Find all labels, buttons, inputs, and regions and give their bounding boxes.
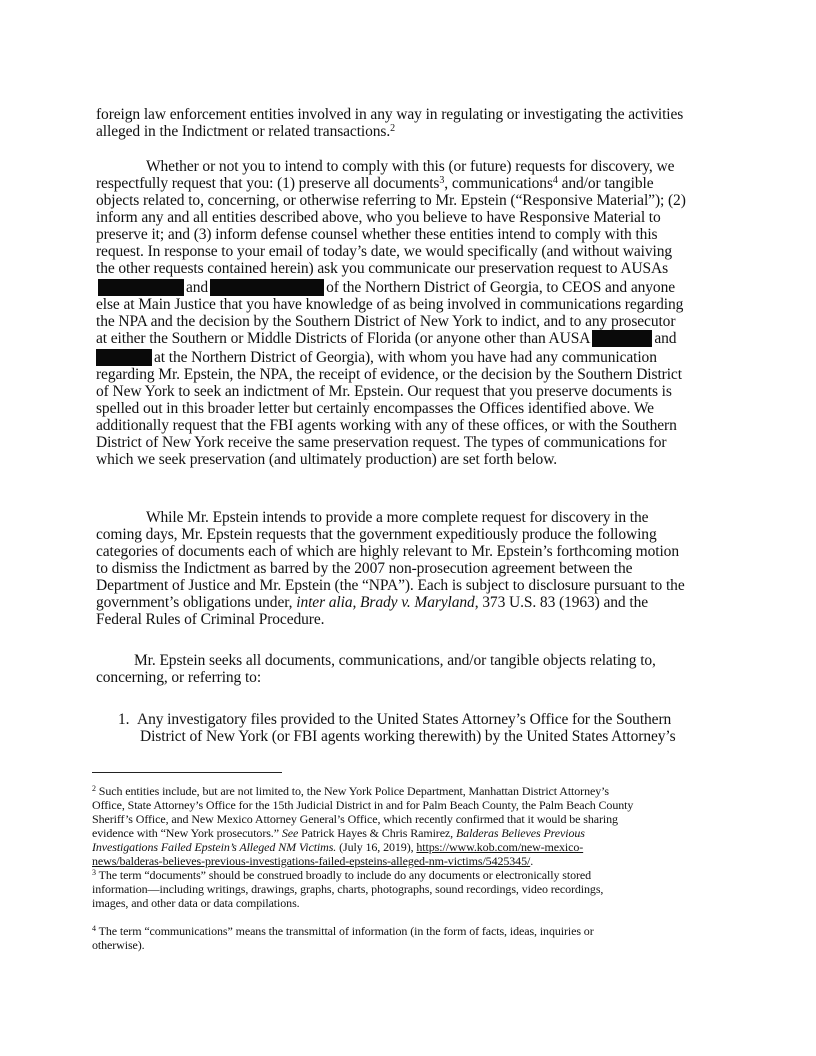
- body-line: foreign law enforcement entities involved in any way in regulating or investigating the activities: [96, 106, 684, 123]
- footnote-divider: [92, 772, 282, 773]
- body-line: request. In response to your email of today’s date, we would specifically (and without waiving: [96, 243, 673, 260]
- body-line: Department of Justice and Mr. Epstein (the “NPA”). Each is subject to disclosure pursuant to the: [96, 577, 685, 594]
- redaction-block: [98, 279, 184, 296]
- body-line: at the Northern District of Georgia), with whom you have had any communication: [96, 349, 657, 366]
- body-line: District of New York receive the same preservation request. The types of communications for: [96, 434, 667, 451]
- body-line: Whether or not you to intend to comply with this (or future) requests for discovery, we: [146, 158, 675, 175]
- body-line: the other requests contained herein) ask you communicate our preservation request to AUSAs: [96, 260, 669, 277]
- body-line: to dismiss the Indictment as barred by the 2007 non-prosecution agreement between the: [96, 560, 633, 577]
- redaction-block: [96, 349, 152, 366]
- footnote-line: Office, State Attorney’s Office for the 15th Judicial District in and for Palm Beach County, the Palm Beach County: [92, 798, 634, 812]
- footnote-line: evidence with “New York prosecutors.” See Patrick Hayes & Chris Ramirez, Balderas Believes Previous: [92, 826, 585, 840]
- body-line: inform any and all entities described above, who you believe to have Responsive Material to: [96, 209, 661, 226]
- body-line: else at Main Justice that you have knowledge of as being involved in communications regarding: [96, 296, 684, 313]
- body-line: Mr. Epstein seeks all documents, communications, and/or tangible objects relating to,: [134, 652, 656, 669]
- list-item-number: 1.: [118, 711, 130, 728]
- footnote-line: otherwise).: [92, 938, 145, 952]
- footnote-ref: 4: [552, 175, 558, 186]
- body-line: alleged in the Indictment or related transactions.$^2$: [96, 123, 396, 140]
- body-line: respectfully request that you: (1) preserve all documents$^3$, communications$^4$ and/or tangible: [96, 175, 654, 192]
- body-line: government’s obligations under, inter alia, Brady v. Maryland, 373 U.S. 83 (1963) and the: [96, 594, 648, 611]
- body-line: and of the Northern District of Georgia, to CEOS and anyone: [96, 279, 675, 296]
- footnote-line: $^3$ The term “documents” should be construed broadly to include do any documents or electronically stored: [92, 868, 592, 882]
- body-line: District of New York (or FBI agents working therewith) by the United States Attorney’s: [140, 728, 676, 745]
- body-line: concerning, or referring to:: [96, 669, 262, 686]
- footnote-line: images, and other data or data compilations.: [92, 896, 300, 910]
- body-line: additionally request that the FBI agents working with any of these offices, or with the Southern: [96, 417, 677, 434]
- footnote-ref: 2: [390, 123, 396, 134]
- body-line: spelled out in this broader letter but certainly encompasses the Offices identified above. We: [96, 400, 654, 417]
- article-link-continued[interactable]: news/balderas-believes-previous-investigations-failed-epsteins-alleged-nm-victims/5425345/: [92, 854, 531, 868]
- footnote-line: Investigations Failed Epstein’s Alleged NM Victims. (July 16, 2019), https://www.kob.com/new-mexico-: [92, 840, 584, 854]
- footnote-line: $^2$ Such entities include, but are not limited to, the New York Police Department, Manhattan District Attorney’s: [92, 784, 609, 798]
- body-line: which we seek preservation (and ultimately production) are set forth below.: [96, 451, 558, 468]
- footnote-line: $^4$ The term “communications” means the transmittal of information (in the form of facts, ideas, inquiries or: [92, 924, 594, 938]
- footnote-line: information—including writings, drawings, graphs, charts, photographs, sound recordings, video recordings,: [92, 882, 604, 896]
- article-link[interactable]: https://www.kob.com/new-mexico-: [416, 840, 584, 854]
- body-line: of New York to seek an indictment of Mr. Epstein. Our request that you preserve documents is: [96, 383, 672, 400]
- body-line: preserve it; and (3) inform defense counsel whether these entities intend to comply with this: [96, 226, 658, 243]
- body-line: the NPA and the decision by the Southern District of New York to indict, and to any prosecutor: [96, 313, 676, 330]
- footnote-ref: 3: [439, 175, 445, 186]
- list-item: 1. Any investigatory files provided to the United States Attorney’s Office for the Southern: [118, 711, 672, 728]
- redaction-block: [210, 279, 324, 296]
- body-line: objects related to, concerning, or otherwise referring to Mr. Epstein (“Responsive Material”); (2): [96, 192, 686, 209]
- redaction-block: [592, 330, 652, 347]
- body-line: regarding Mr. Epstein, the NPA, the receipt of evidence, or the decision by the Southern District: [96, 366, 682, 383]
- body-line: Federal Rules of Criminal Procedure.: [96, 611, 325, 628]
- body-line: at either the Southern or Middle Districts of Florida (or anyone other than AUSA and: [96, 330, 677, 347]
- footnote-line: Sheriff’s Office, and New Mexico Attorney General’s Office, which recently confirmed that it would be sharing: [92, 812, 618, 826]
- body-line: While Mr. Epstein intends to provide a more complete request for discovery in the: [146, 509, 649, 526]
- body-line: categories of documents each of which are highly relevant to Mr. Epstein’s forthcoming motion: [96, 543, 679, 560]
- body-line: coming days, Mr. Epstein requests that the government expeditiously produce the following: [96, 526, 657, 543]
- footnote-line: news/balderas-believes-previous-investigations-failed-epsteins-alleged-nm-victims/5425345/.: [92, 854, 534, 868]
